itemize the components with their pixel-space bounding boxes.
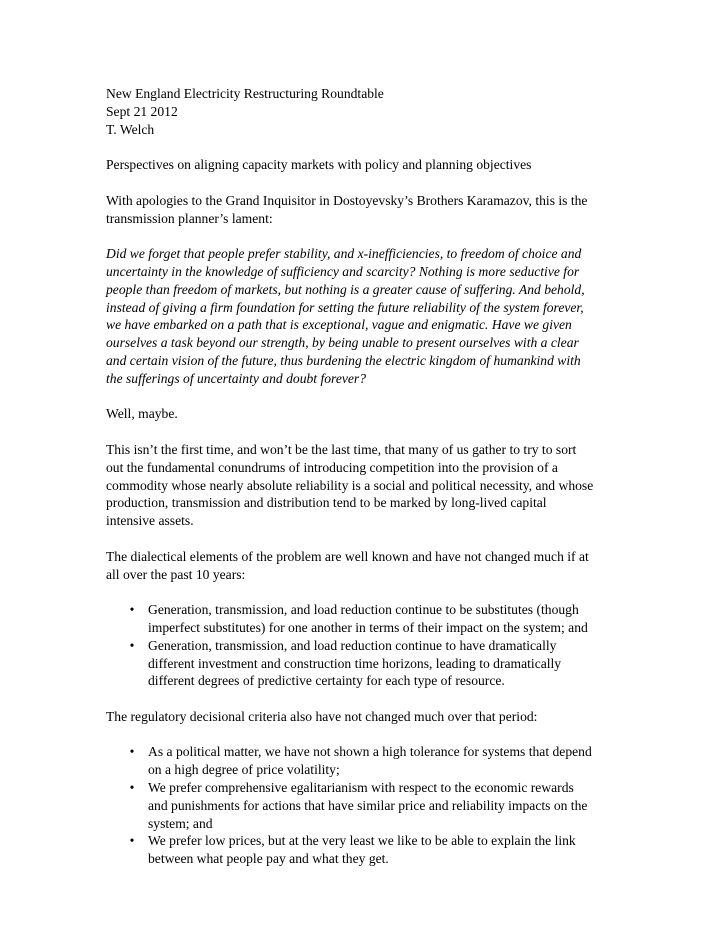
bullet-icon: • [129,602,135,618]
text-line: This isn’t the first time, and won’t be the last time, that many of us gather to try to sort [106,441,577,457]
text-line: transmission planner’s lament: [106,210,273,226]
text-line: ourselves a task beyond our strength, by being unable to present ourselves with a clear [106,335,579,351]
text-line: all over the past 10 years: [106,566,246,582]
text-line: system; and [148,815,213,831]
text-line: We prefer comprehensive egalitarianism with respect to the economic rewards [148,780,574,796]
list-item [106,779,618,832]
document-title: Perspectives on aligning capacity markets with policy and planning objectives [106,157,532,173]
intro-paragraph [106,192,618,228]
list-item [106,743,618,779]
text-line: between what people pay and what they get. [148,851,389,867]
document-header [106,85,618,138]
bullet-icon: • [129,780,135,796]
list-item [106,637,618,690]
text-line: With apologies to the Grand Inquisitor in Dostoyevsky’s Brothers Karamazov, this is the [106,192,588,208]
text-line: Generation, transmission, and load reduction continue to be substitutes (though [148,602,579,618]
grand-inquisitor-quote [106,245,618,387]
text-line: we have embarked on a path that is exceptional, vague and enigmatic. Have we given [106,317,572,333]
text-line: and punishments for actions that have similar price and reliability impacts on the [148,797,588,813]
text-line: As a political matter, we have not shown a high tolerance for systems that depend [148,744,592,760]
text-line: instead of giving a firm foundation for setting the future reliability of the system forever, [106,299,584,315]
text-line: the sufferings of uncertainty and doubt forever? [106,370,367,386]
text-line: out the fundamental conundrums of introducing competition into the provision of a [106,459,558,475]
bullet-icon: • [129,833,135,849]
text-line: Did we forget that people prefer stability, and x-inefficiencies, to freedom of choice and [106,246,582,262]
regulatory-criteria-list [106,743,618,868]
text-line: people than freedom of markets, but nothing is a greater cause of suffering. And behold, [106,281,585,297]
text-line: The regulatory decisional criteria also have not changed much over that period: [106,708,538,724]
dialectical-elements-list [106,601,618,690]
text-line: different degrees of predictive certainty for each type of resource. [148,673,505,689]
text-line: intensive assets. [106,513,194,529]
text-line: imperfect substitutes) for one another in terms of their impact on the system; and [148,619,588,635]
text-line: and certain vision of the future, thus burdening the electric kingdom of humankind with [106,352,581,368]
text-line: uncertainty in the knowledge of sufficiency and scarcity? Nothing is more seductive for [106,263,580,279]
list-item [106,832,618,868]
text-line: on a high degree of price volatility; [148,762,340,778]
paragraph-first-time [106,441,618,530]
bullet-icon: • [129,744,135,760]
text-line: commodity whose nearly absolute reliability is a social and political necessity, and whose [106,477,594,493]
text-line: different investment and construction time horizons, leading to dramatically [148,655,562,671]
date-line: Sept 21 2012 [106,103,178,119]
document-body [106,85,618,886]
bullet-icon: • [129,637,135,653]
text-line: Generation, transmission, and load reduction continue to have dramatically [148,637,557,653]
well-maybe-paragraph: Well, maybe. [106,406,178,422]
list-item [106,601,618,637]
author-line: T. Welch [106,121,155,137]
text-line: The dialectical elements of the problem are well known and have not changed much if at [106,548,589,564]
paragraph-regulatory [106,708,618,726]
text-line: production, transmission and distribution tend to be marked by long-lived capital [106,495,547,511]
text-line: We prefer low prices, but at the very least we like to be able to explain the link [148,833,576,849]
paragraph-dialectical [106,548,618,584]
organization-line: New England Electricity Restructuring Roundtable [106,86,384,101]
